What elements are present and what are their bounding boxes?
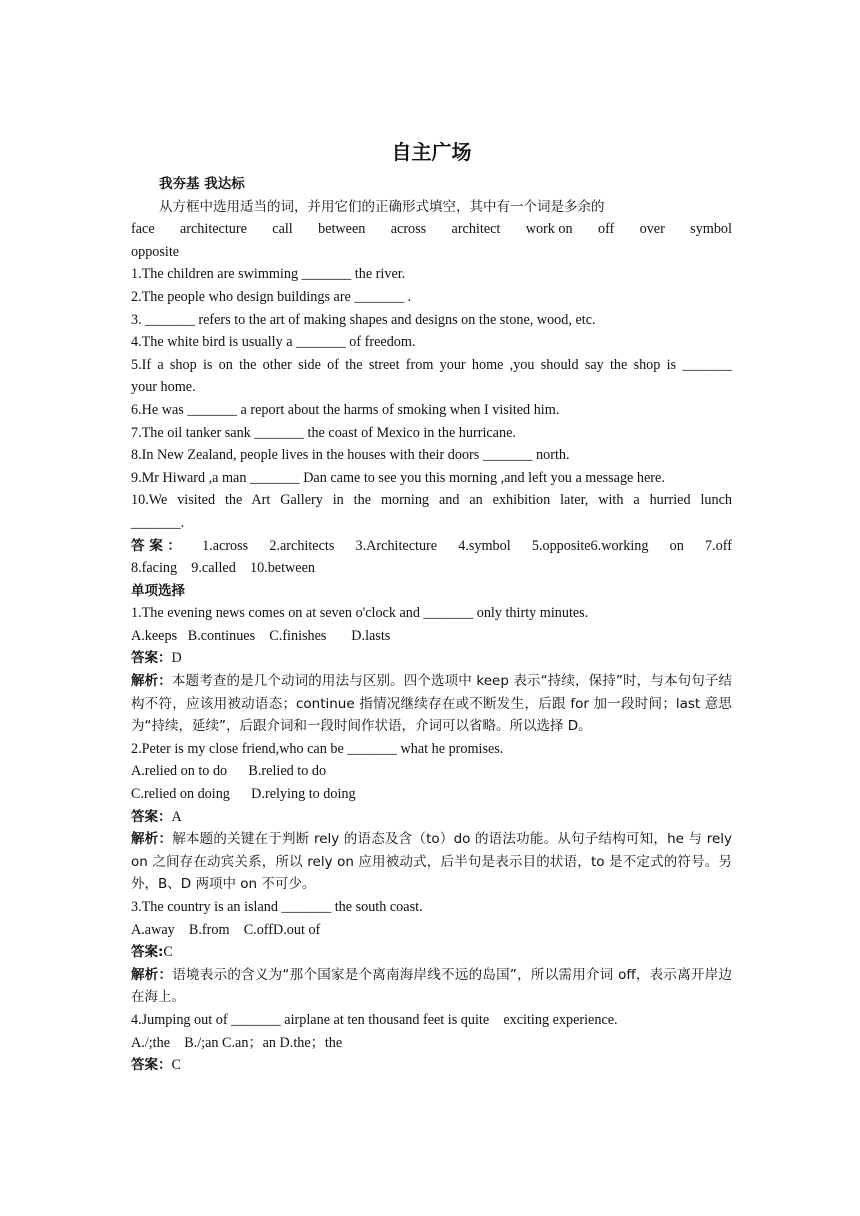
answer-item: 5.opposite6.working [531, 537, 649, 554]
fill-item: 4.The white bird is usually a _______ of freedom. [131, 334, 416, 351]
answer-item: 4.symbol [458, 537, 511, 554]
answers-line [131, 535, 732, 558]
answer-line [131, 806, 732, 829]
fill-item: 8.In New Zealand, people lives in the houses with their doors _______ north. [131, 447, 570, 464]
fill-item: 10.We visited the Art Gallery in the morning and an exhibition later, with a hurried lunch [131, 492, 732, 509]
question-stem: 4.Jumping out of _______ airplane at ten thousand feet is quite exciting experience. [131, 1011, 618, 1028]
answer-item: 3.Architecture [355, 537, 438, 554]
analysis [131, 964, 732, 1009]
analysis-label: 解析： [131, 673, 172, 690]
question-stem: 3.The country is an island _______ the south coast. [131, 899, 423, 915]
fill-item: 9.Mr Hiward ,a man _______ Dan came to see you this morning ,and left you a message here. [131, 469, 665, 486]
fill-item: 3. _______ refers to the art of making shapes and designs on the stone, wood, etc. [131, 311, 596, 328]
fill-item: 6.He was _______ a report about the harms of smoking when I visited him. [131, 401, 560, 418]
document-body [131, 137, 732, 1077]
word-bank-item: between [318, 221, 366, 238]
fill-item: 5.If a shop is on the other side of the street from your home ,you should say the shop is _______ [131, 356, 732, 373]
word-bank-item: opposite [131, 243, 180, 260]
answer-item: 1.across [202, 537, 249, 554]
answer-item: on [669, 537, 684, 554]
question-options: A./;the B./;an C.an；an D.the；the [131, 1034, 343, 1051]
question-options: A.away B.from C.offD.out of [131, 921, 321, 938]
question-stem: 1.The evening news comes on at seven o'clock and _______ only thirty minutes. [131, 605, 589, 622]
answer-label: 答 案 ： [131, 537, 181, 554]
answer-label: 答案： [131, 1057, 172, 1074]
fill-item: 7.The oil tanker sank _______ the coast of Mexico in the hurricane. [131, 424, 516, 441]
word-bank-item: symbol [690, 221, 732, 238]
question-options: A.keeps B.continues C.finishes D.lasts [131, 627, 391, 644]
analysis-label: 解析： [131, 966, 173, 983]
word-bank [131, 218, 732, 241]
analysis [131, 828, 732, 896]
word-bank-item: face [131, 221, 155, 238]
word-bank-item: work on [525, 221, 573, 238]
question-options: A.relied on to do B.relied to do [131, 763, 327, 780]
answer-value: C [171, 1057, 181, 1074]
word-bank-item: call [272, 221, 293, 238]
analysis [131, 670, 732, 738]
section-heading: 我夯基 我达标 [159, 176, 245, 192]
fill-item-continued: _______. [131, 514, 185, 531]
word-bank-item: architecture [179, 221, 247, 238]
answer-label: 答案： [131, 808, 172, 825]
question-stem: 2.Peter is my close friend,who can be _______ what he promises. [131, 740, 504, 757]
analysis-label: 解析： [131, 831, 173, 848]
word-bank-item: over [639, 221, 665, 238]
fill-item-continued: your home. [131, 379, 196, 396]
word-bank-item: off [597, 221, 615, 238]
fill-item: 1.The children are swimming _______ the river. [131, 266, 406, 283]
answer-label: 答案： [131, 650, 172, 667]
answer-item: 7.off [705, 537, 732, 554]
section-heading: 单项选择 [131, 582, 185, 599]
answer-line [131, 1054, 732, 1077]
answer-label: 答案: [131, 944, 164, 961]
answer-value: D [171, 650, 182, 667]
word-bank-item: architect [451, 221, 501, 238]
answer-value: A [171, 808, 182, 825]
analysis-text: 语境表示的含义为“那个国家是个离南海岸线不远的岛国”，所以需用介词 off，表示离开岸边在海上。 [131, 966, 732, 1006]
page-title: 自主广场 [391, 140, 472, 164]
answers-line: 8.facing 9.called 10.between [131, 560, 315, 577]
fill-item: 2.The people who design buildings are _______ . [131, 288, 412, 305]
word-bank-item: across [390, 221, 427, 238]
answer-item: 2.architects [269, 537, 335, 554]
analysis-text: 本题考查的是几个动词的用法与区别。四个选项中 keep 表示“持续，保持”时，与本句句子结构不符，应该用被动语态；continue 指情况继续存在或不断发生，后跟 for 加一段时间；last 意思为“持续，延续”，后跟介词和一段时间作状语，介词可以省略。所以选择 D。 [131, 673, 733, 735]
instruction: 从方框中选用适当的词，并用它们的正确形式填空，其中有一个词是多余的 [159, 198, 605, 215]
answer-value: C [163, 944, 173, 961]
analysis-text: 解本题的关键在于判断 rely 的语态及含（to）do 的语法功能。从句子结构可知，he 与 rely on 之间存在动宾关系，所以 rely on 应用被动式，后半句是表示目的状语，to 是不定式的符号。另外，B、D 两项中 on 不可少。 [131, 831, 733, 893]
answer-line [131, 941, 732, 964]
answer-line [131, 647, 732, 670]
question-options: C.relied on doing D.relying to doing [131, 786, 356, 803]
